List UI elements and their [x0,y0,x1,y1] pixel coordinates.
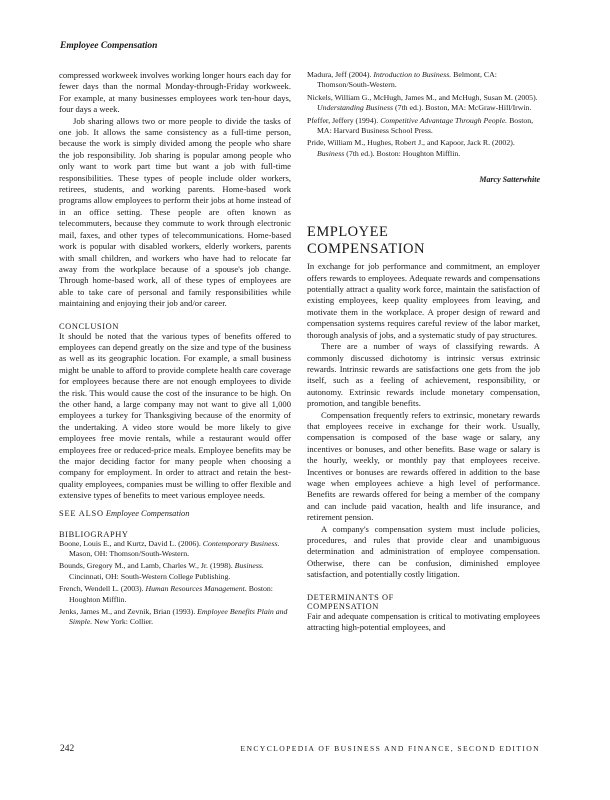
article-title: EMPLOYEE COMPENSATION [307,224,425,258]
bibliography-entry: Jenks, James M., and Zevnik, Brian (1993). Employee Benefits Plain and Simple. New York: Collier. [59,607,288,627]
paragraph: It should be noted that the various types of benefits offered to employees can depend greatly on the size and type of the business as well as its geographic location. For example, a small business might be unable to afford to provide complete health care coverage for employees because there are not enough employees to divide the risk. This would cause the cost of the insurance to be high. On the other hand, a large company may not want to give all 1,000 employees a turkey for Thanksgiving because of the enormity of the undertaking. A video store would be more likely to give employees free movie rentals, while a restaurant would offer employees free or reduced-price meals. Employee benefits may be the major deciding factor for many people when choosing a company for employment. In order to attract and retain the best-quality employees, companies must be willing to offer flexible and extensive types of benefits to meet various employee needs. [59,330,291,501]
left-column [59,70,291,628]
bibliography-heading: BIBLIOGRAPHY [59,529,129,539]
page-number: 242 [60,744,75,754]
bibliography-entry: Nickels, William G., McHugh, James M., and McHugh, Susan M. (2005). Understanding Business (7th ed.). Boston, MA: McGraw-Hill/Irwin. [307,92,538,113]
see-also [59,509,291,518]
see-also-link[interactable]: Employee Compensation [105,508,190,518]
bibliography-entry: Boone, Louis E., and Kurtz, David L. (2006). Contemporary Business. Mason, OH: Thomson/South-Western. [59,538,280,559]
see-also-label: SEE ALSO [59,508,104,518]
paragraph: Fair and adequate compensation is critical to motivating employees attracting high-potential employees, and [307,610,540,633]
bibliography-entry: Pride, William M., Hughes, Robert J., and Kapoor, Jack R. (2002). Business (7th ed.). Boston: Houghton Mifflin. [307,138,515,158]
paragraph: In exchange for job performance and commitment, an employer offers rewards to employees. Adequate rewards and compensations potentially attract a quality work force, maintain the satisfaction of existing employees, keep quality employees from leaving, and motivate them in the workplace. A proper design of reward and compensation systems requires careful review of the labor market, thorough analysis of jobs, and a systematic study of pay structures. [307,261,540,340]
bibliography-entry: Pfeffer, Jeffery (1994). Competitive Advantage Through People. Boston, MA: Harvard Business School Press. [307,115,534,136]
bibliography-entry: French, Wendell L. (2003). Human Resources Management. Boston: Houghton Mifflin. [59,584,273,604]
bibliography-entry: Bounds, Gregory M., and Lamb, Charles W., Jr. (1998). Business. Cincinnati, OH: South-Western College Publishing. [59,561,264,581]
section-heading-conclusion: CONCLUSION [59,321,119,331]
paragraph: Job sharing allows two or more people to divide the tasks of one job. It allows the same consistency as a full-time person, because the work is simply divided among the people who share the job responsibility. Job sharing is popular among people who only want to work part time but want a job with full-time responsibilities. These types of people include older workers, retirees, students, and working parents. Home-based work programs allow employees to perform their jobs at home instead of in an office setting. These people are often known as telecommuters, because they commute to work through electronic mail, faxes, and other types of telecommunications. Home-based work is popular with disabled workers, elderly workers, parents with small children, and workers who have had to relocate far away from the workplace because of a spouse's job change. Through home-based work, all of these types of employees are able to take care of personal and family responsibilities while maintaining and enjoying their job and/or career. [59,115,291,309]
running-head: Employee Compensation [60,41,158,51]
paragraph: compressed workweek involves working longer hours each day for fewer days than the normal Monday-through-Friday workweek. For example, at many businesses employees work ten-hour days, four days a week. [59,70,291,115]
paragraph: A company's compensation system must include policies, procedures, and rules that provide clear and unambiguous determination and administration of employee compensation. Otherwise, there can be confusion, diminished employee satisfaction, and potentially costly litigation. [307,523,540,580]
right-column [307,70,540,633]
section-heading-determinants: DETERMINANTS OF COMPENSATION [307,592,394,611]
author-signature: Marcy Satterwhite [479,175,540,185]
paragraph: Compensation frequently refers to extrinsic, monetary rewards that employees receive in exchange for their work. Usually, compensation is composed of the base wage or salary, any incentives or bonuses, and other benefits. Base wage or salary is the hourly, weekly, or monthly pay that employees receive. Incentives or bonuses are rewards offered in addition to the base wage when employees achieve a high level of performance. Benefits are rewards offered for being a member of the company and can include paid vacation, health and life insurance, and retirement pension. [307,409,540,523]
bibliography-entry: Madura, Jeff (2004). Introduction to Business. Belmont, CA: Thomson/South-Western. [307,70,497,90]
paragraph: There are a number of ways of classifying rewards. A commonly discussed dichotomy is intrinsic versus extrinsic rewards. Intrinsic rewards are satisfactions one gets from the job itself, such as a feeling of achievement, responsibility, or autonomy. Extrinsic rewards include monetary compensation, promotion, and tangible benefits. [307,341,540,409]
publication-title: ENCYCLOPEDIA OF BUSINESS AND FINANCE, SECOND EDITION [240,744,540,753]
